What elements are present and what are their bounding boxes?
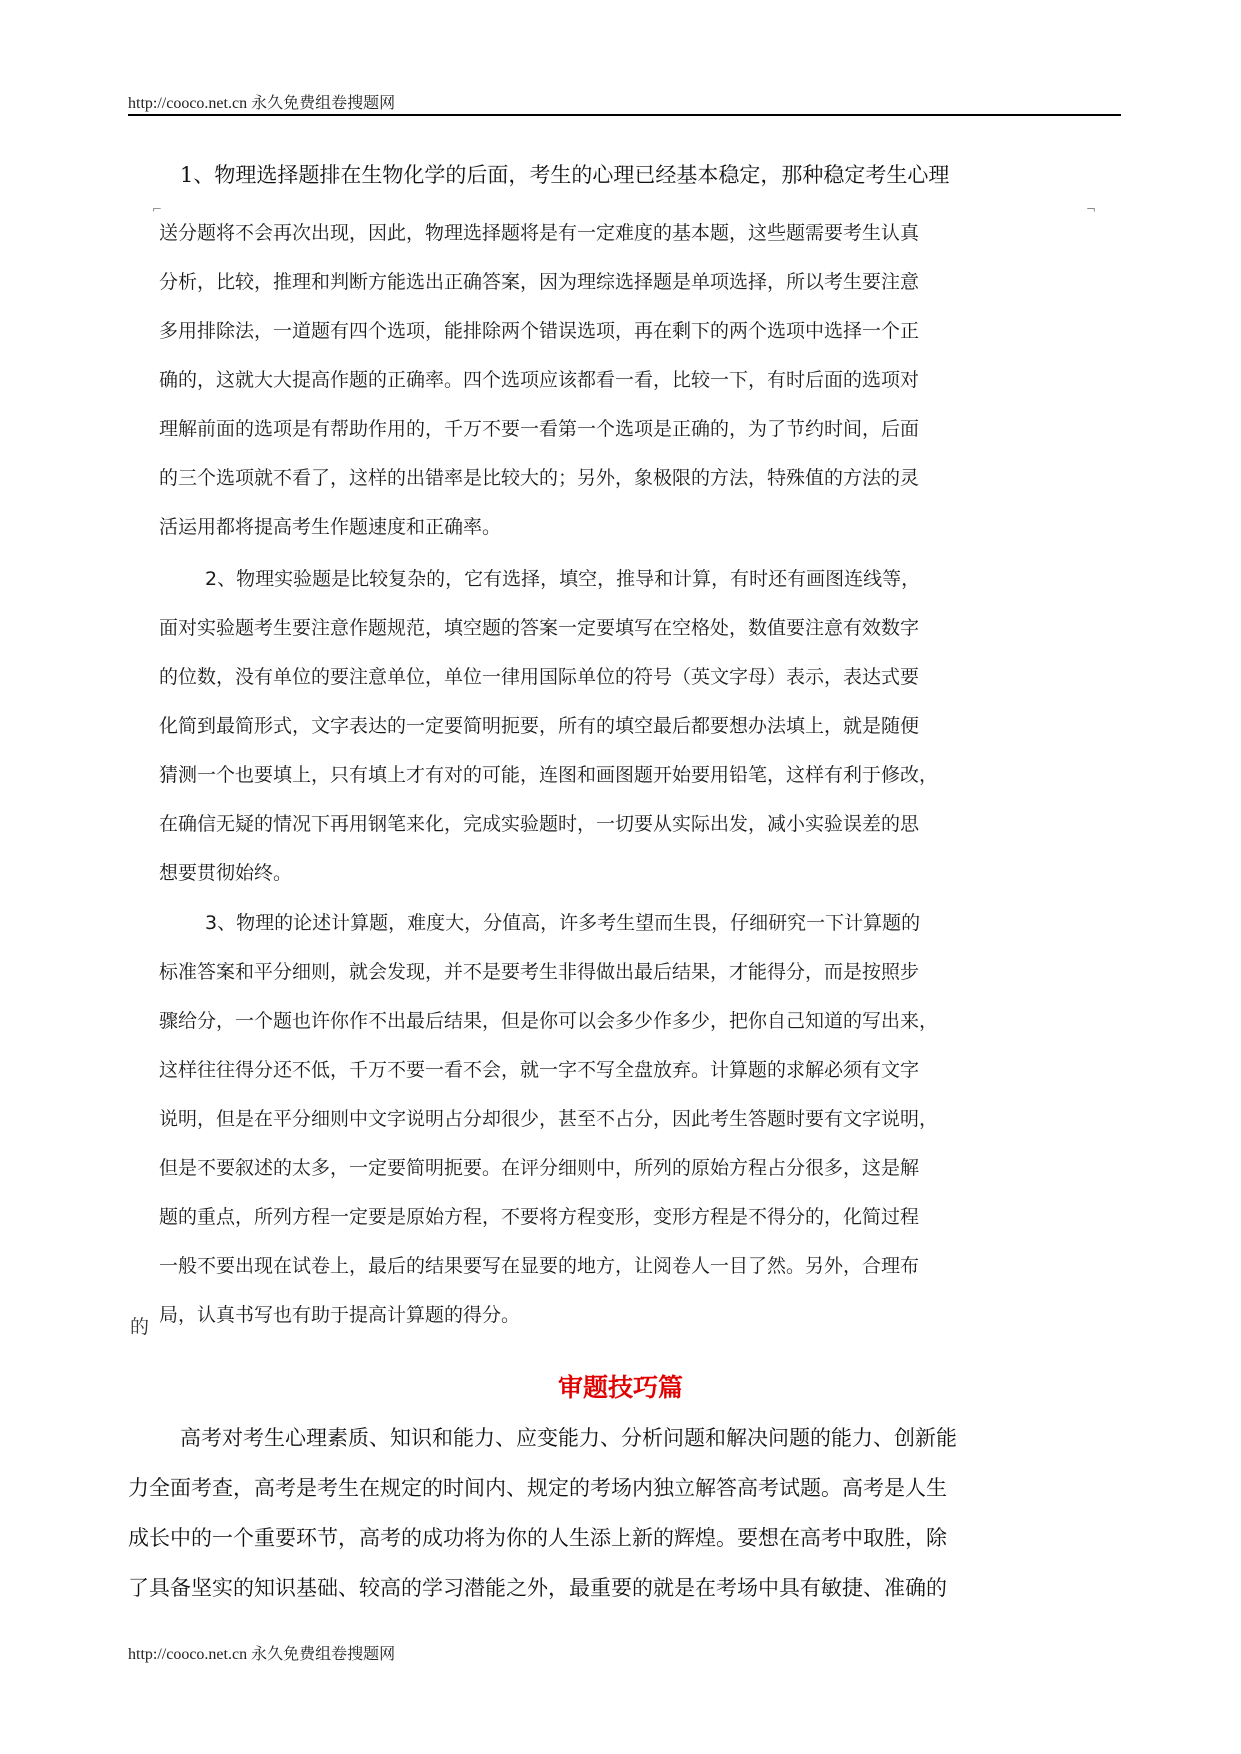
text-line: 确的，这就大大提高作题的正确率。四个选项应该都看一看，比较一下，有时后面的选项对 — [159, 369, 920, 391]
text-line: 标准答案和平分细则，就会发现，并不是要考生非得做出最后结果，才能得分，而是按照步 — [159, 961, 920, 983]
text-line: 成长中的一个重要环节，高考的成功将为你的人生添上新的辉煌。要想在高考中取胜，除 — [128, 1526, 947, 1550]
text-line: 高考对考生心理素质、知识和能力、应变能力、分析问题和解决问题的能力、创新能 — [180, 1426, 957, 1450]
page-header: http://cooco.net.cn 永久免费组卷搜题网 — [128, 95, 396, 112]
text-line: 但是不要叙述的太多，一定要简明扼要。在评分细则中，所列的原始方程占分很多，这是解 — [159, 1157, 920, 1179]
text-line: 了具备坚实的知识基础、较高的学习潜能之外，最重要的就是在考场中具有敏捷、准确的 — [128, 1576, 947, 1600]
crop-mark-top-right: ¬ — [1086, 202, 1097, 216]
margin-character: 的 — [130, 1316, 150, 1338]
text-line: 力全面考查，高考是考生在规定的时间内、规定的考场内独立解答高考试题。高考是人生 — [128, 1476, 947, 1500]
text-line: 局，认真书写也有助于提高计算题的得分。 — [159, 1304, 521, 1326]
crop-mark-top-left: ⌐ — [152, 202, 163, 216]
text-line: 活运用都将提高考生作题速度和正确率。 — [159, 516, 502, 538]
text-line: 的位数，没有单位的要注意单位，单位一律用国际单位的符号（英文字母）表示，表达式要 — [159, 666, 920, 688]
text-line: 化简到最简形式，文字表达的一定要简明扼要，所有的填空最后都要想办法填上，就是随便 — [159, 715, 920, 737]
page-footer: http://cooco.net.cn 永久免费组卷搜题网 — [128, 1646, 396, 1663]
text-line: 猜测一个也要填上，只有填上才有对的可能，连图和画图题开始要用铅笔，这样有利于修改， — [159, 764, 939, 786]
paragraph-1-first-line: 1、物理选择题排在生物化学的后面，考生的心理已经基本稳定，那种稳定考生心理 — [180, 163, 950, 187]
text-line: 的三个选项就不看了，这样的出错率是比较大的；另外，象极限的方法，特殊值的方法的灵 — [159, 467, 920, 489]
text-line: 理解前面的选项是有帮助作用的，千万不要一看第一个选项是正确的，为了节约时间，后面 — [159, 418, 920, 440]
text-line: 说明，但是在平分细则中文字说明占分却很少，甚至不占分，因此考生答题时要有文字说明， — [159, 1108, 939, 1130]
header-rule — [128, 114, 1121, 116]
text-line: 3、物理的论述计算题，难度大，分值高，许多考生望而生畏，仔细研究一下计算题的 — [205, 912, 921, 934]
text-line: 送分题将不会再次出现，因此，物理选择题将是有一定难度的基本题，这些题需要考生认真 — [159, 222, 920, 244]
text-line: 面对实验题考生要注意作题规范，填空题的答案一定要填写在空格处，数值要注意有效数字 — [159, 617, 920, 639]
text-line: 一般不要出现在试卷上，最后的结果要写在显要的地方，让阅卷人一目了然。另外，合理布 — [159, 1255, 920, 1277]
text-line: 题的重点，所列方程一定要是原始方程，不要将方程变形，变形方程是不得分的，化简过程 — [159, 1206, 920, 1228]
text-line: 多用排除法，一道题有四个选项，能排除两个错误选项，再在剩下的两个选项中选择一个正 — [159, 320, 920, 342]
text-line: 这样往往得分还不低，千万不要一看不会，就一字不写全盘放弃。计算题的求解必须有文字 — [159, 1059, 920, 1081]
text-line: 2、物理实验题是比较复杂的，它有选择，填空，推导和计算，有时还有画图连线等， — [205, 568, 921, 590]
text-line: 在确信无疑的情况下再用钢笔来化，完成实验题时，一切要从实际出发，减小实验误差的思 — [159, 813, 920, 835]
text-line: 想要贯彻始终。 — [159, 862, 293, 884]
section-title: 审题技巧篇 — [557, 1373, 683, 1402]
text-line: 骤给分，一个题也许你作不出最后结果，但是你可以会多少作多少，把你自己知道的写出来， — [159, 1010, 939, 1032]
text-line: 分析，比较，推理和判断方能选出正确答案，因为理综选择题是单项选择，所以考生要注意 — [159, 271, 920, 293]
